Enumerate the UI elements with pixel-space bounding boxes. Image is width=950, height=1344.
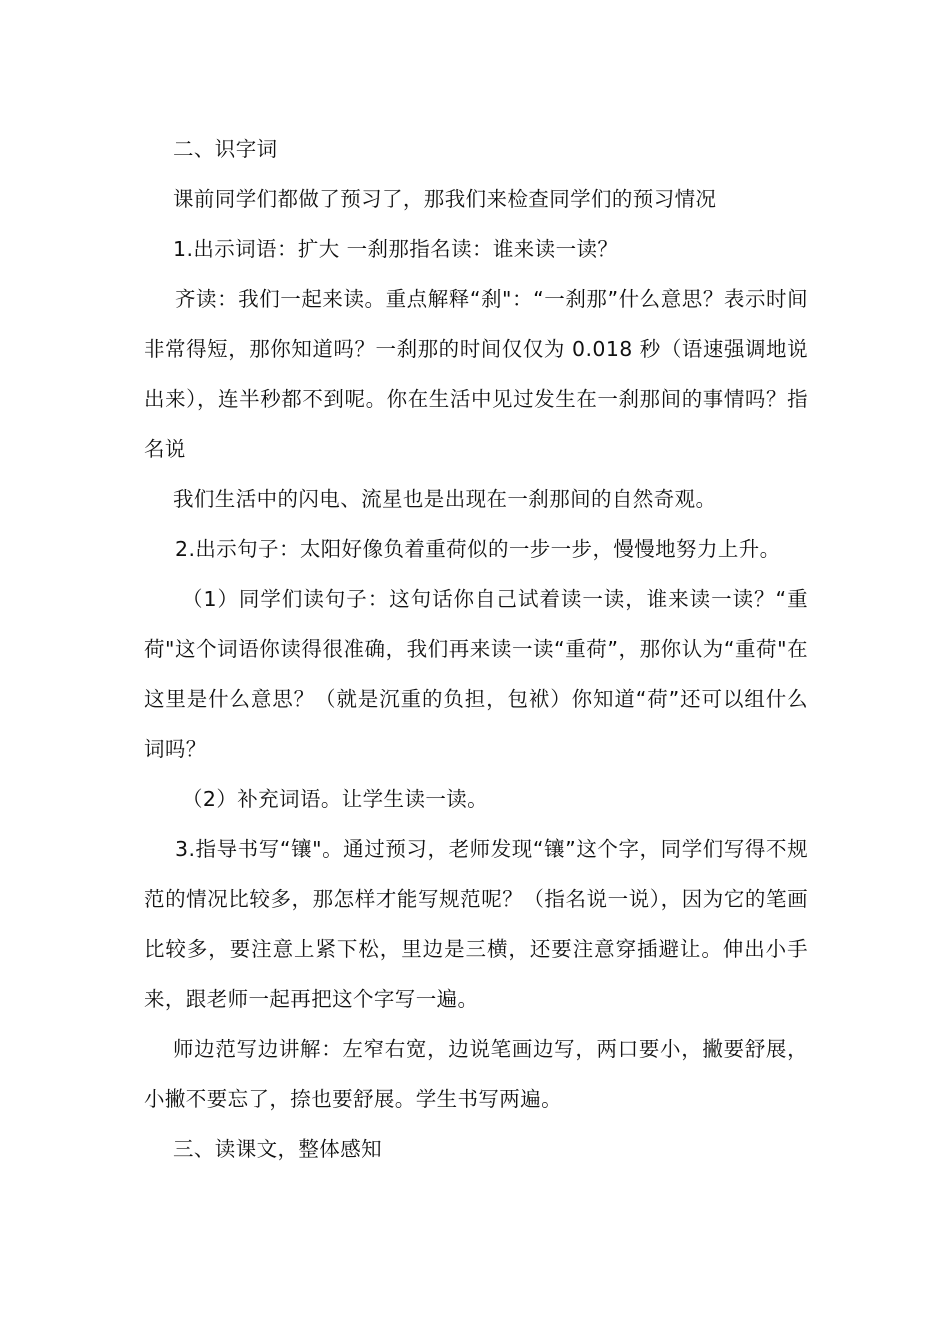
paragraph-read-sentence: （1）同学们读句子：这句话你自己试着读一读，谁来读一读？“重荷"这个词语你读得很准确，我们再来读一读“重荷”，那你认为“重荷"在这里是什么意思？（就是沉重的负担，包袱）你知道“荷”还可以组什么词吗？ <box>144 587 808 761</box>
paragraph-supplement-words: （2）补充词语。让学生读一读。 <box>182 787 489 811</box>
section-heading-recognize-words: 二、识字词 <box>173 137 278 161</box>
paragraph-show-sentence: 2.出示句子：太阳好像负着重荷似的一步一步，慢慢地努力上升。 <box>175 537 781 561</box>
paragraph-show-words: 1.出示词语：扩大 一刹那指名读：谁来读一读？ <box>173 237 619 261</box>
paragraph-preview-check: 课前同学们都做了预习了，那我们来检查同学们的预习情况 <box>173 187 717 211</box>
paragraph-read-together: 齐读：我们一起来读。重点解释“刹"：“一刹那”什么意思？表示时间非常得短，那你知道吗？一刹那的时间仅仅为 0.018 秒（语速强调地说出来），连半秒都不到呢。你在生活中见过发生在一刹那间的事情吗？指名说 <box>144 287 808 461</box>
paragraph-teacher-demo: 师边范写边讲解：左窄右宽，边说笔画边写，两口要小，撇要舒展，小撇不要忘了，捺也要舒展。学生书写两遍。 <box>144 1037 808 1111</box>
paragraph-writing-guide: 3.指导书写“镶"。通过预习，老师发现“镶”这个字，同学们写得不规范的情况比较多，那怎样才能写规范呢？（指名说一说），因为它的笔画比较多，要注意上紧下松，里边是三横，还要注意穿插避让。伸出小手来，跟老师一起再把这个字写一遍。 <box>144 837 808 1011</box>
document-body <box>144 124 808 1174</box>
paragraph-natural-wonders: 我们生活中的闪电、流星也是出现在一刹那间的自然奇观。 <box>173 487 717 511</box>
section-heading-read-text: 三、读课文，整体感知 <box>173 1137 382 1161</box>
